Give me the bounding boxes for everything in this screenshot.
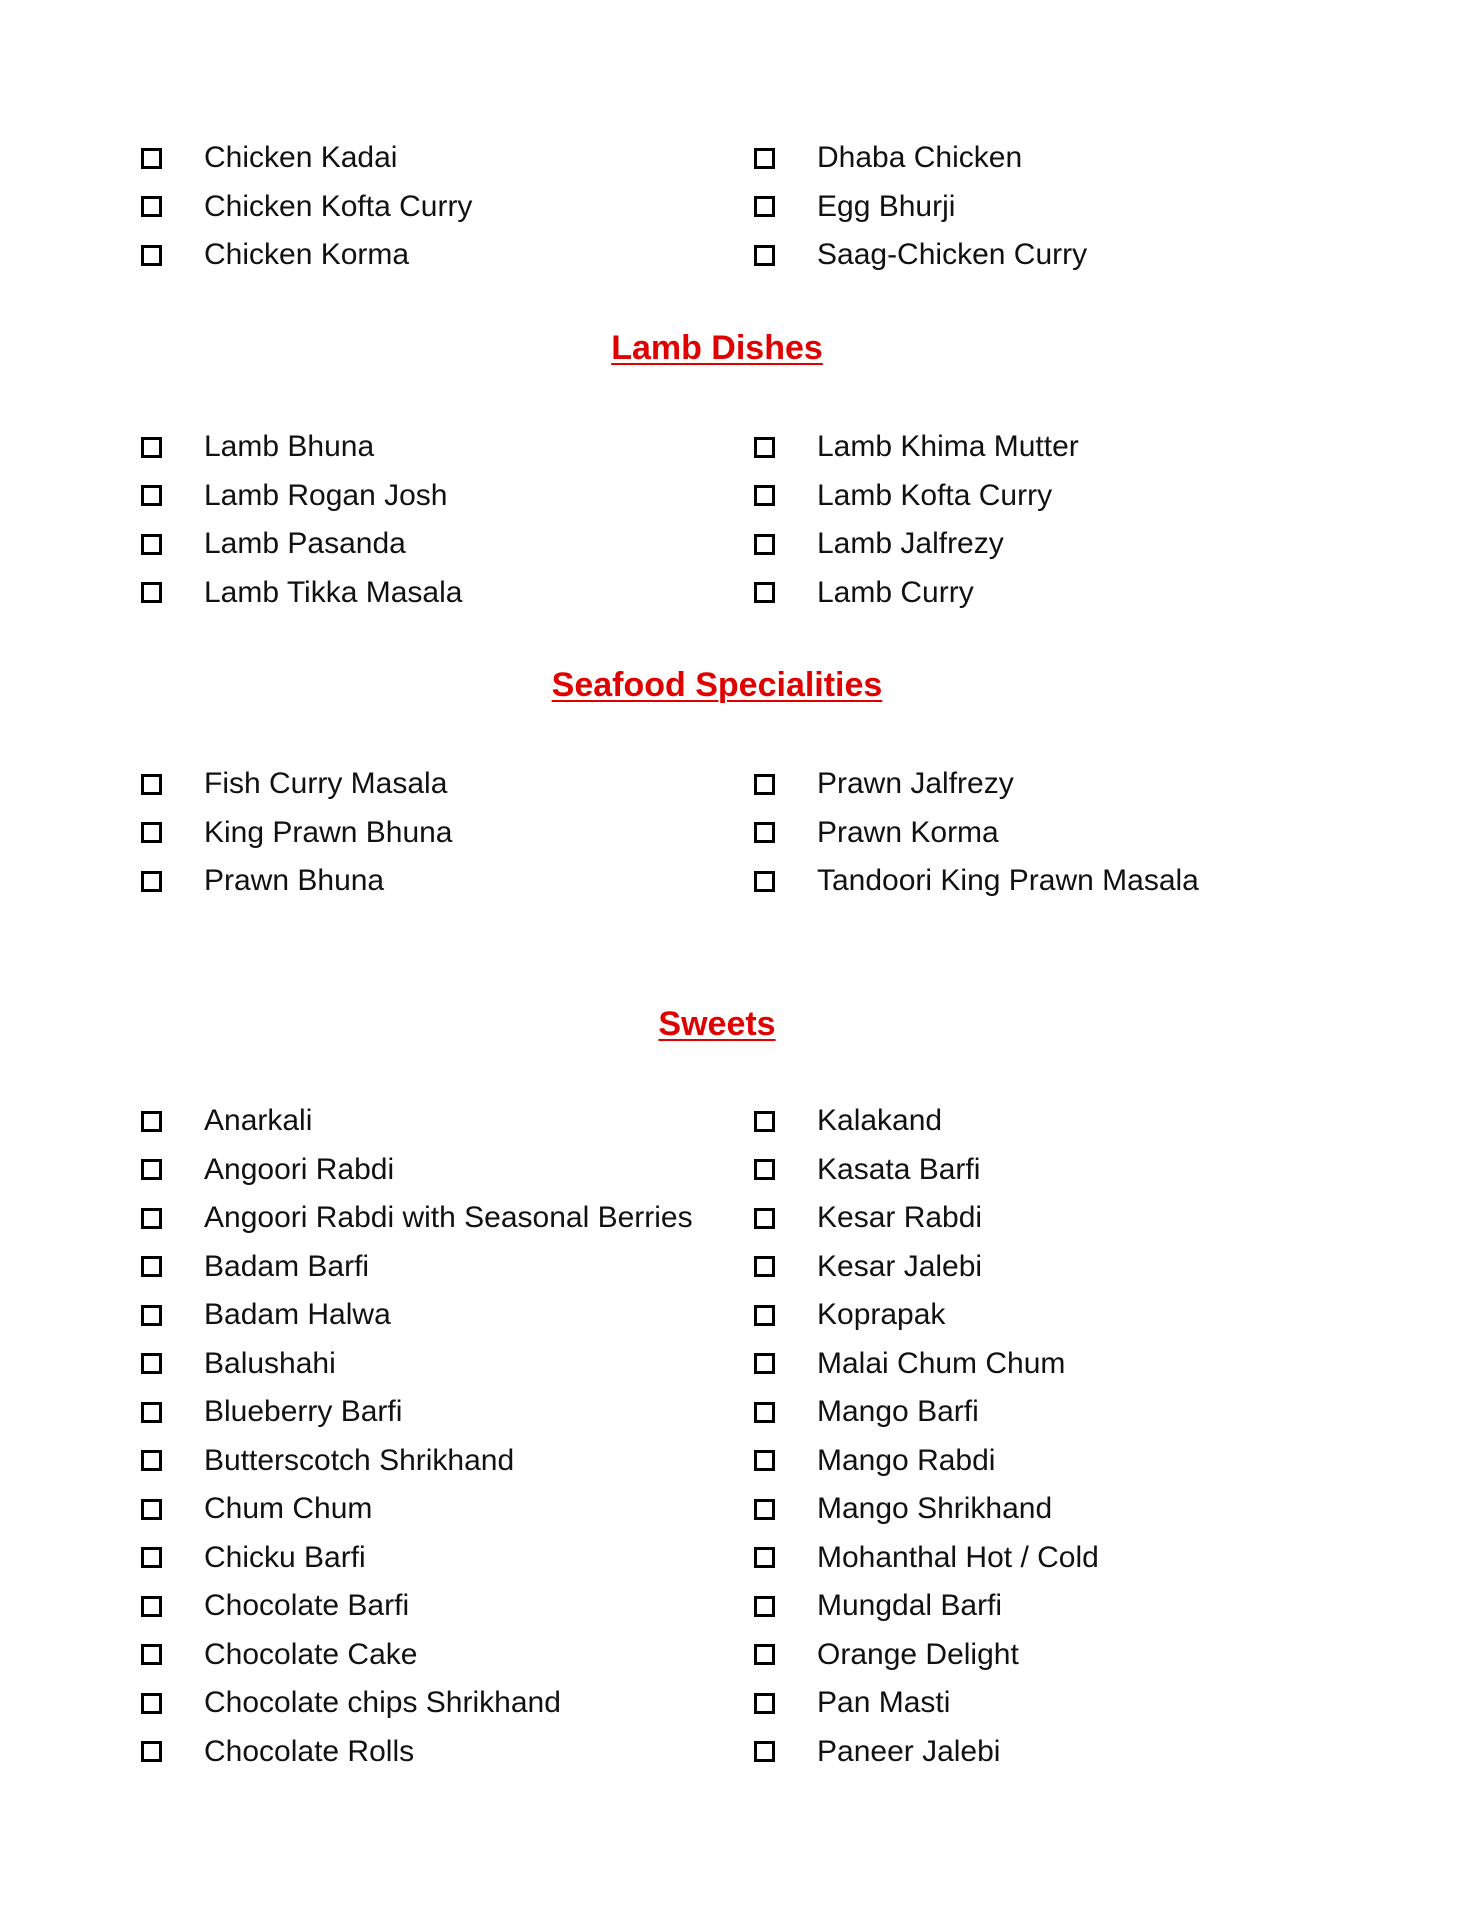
list-item[interactable]	[754, 1582, 1099, 1631]
item-label: Chocolate chips Shrikhand	[204, 1686, 561, 1720]
item-label: Mohanthal Hot / Cold	[817, 1540, 1099, 1574]
list-item[interactable]	[141, 134, 472, 183]
item-label: Chocolate Barfi	[204, 1589, 410, 1623]
list-item[interactable]	[754, 1631, 1099, 1680]
checkbox[interactable]	[754, 534, 775, 555]
list-item[interactable]	[141, 423, 462, 472]
item-label: Kalakand	[817, 1104, 943, 1138]
list-item[interactable]	[754, 183, 1087, 232]
item-label: Mango Barfi	[817, 1395, 979, 1429]
item-label: Pan Masti	[817, 1686, 951, 1720]
item-label: Prawn Jalfrezy	[817, 767, 1014, 801]
checkbox[interactable]	[141, 871, 162, 892]
item-label: Lamb Kofta Curry	[817, 478, 1053, 512]
list-item[interactable]	[141, 1097, 693, 1146]
item-label: Chum Chum	[204, 1492, 373, 1526]
list-item[interactable]	[754, 760, 1199, 809]
item-label: Orange Delight	[817, 1637, 1019, 1671]
checkbox[interactable]	[141, 1741, 162, 1762]
list-item[interactable]	[754, 1534, 1099, 1583]
item-label: King Prawn Bhuna	[204, 815, 453, 849]
item-label: Egg Bhurji	[817, 189, 956, 223]
checkbox[interactable]	[141, 1693, 162, 1714]
section-heading: Seafood Specialities	[551, 666, 883, 704]
section-heading: Lamb Dishes	[611, 329, 823, 367]
item-label: Prawn Bhuna	[204, 864, 385, 898]
lamb-right-column	[754, 423, 1079, 617]
checkbox[interactable]	[141, 1547, 162, 1568]
list-item[interactable]	[141, 520, 462, 569]
list-item[interactable]	[754, 520, 1079, 569]
checkbox[interactable]	[754, 774, 775, 795]
item-label: Lamb Pasanda	[204, 527, 406, 561]
list-item[interactable]	[754, 1728, 1099, 1777]
item-label: Mungdal Barfi	[817, 1589, 1003, 1623]
checkbox[interactable]	[754, 871, 775, 892]
item-label: Chocolate Cake	[204, 1637, 418, 1671]
checkbox[interactable]	[141, 1353, 162, 1374]
list-item[interactable]	[141, 183, 472, 232]
list-item[interactable]	[141, 1485, 693, 1534]
checkbox[interactable]	[754, 1450, 775, 1471]
list-item[interactable]	[754, 1291, 1099, 1340]
list-item[interactable]	[141, 760, 453, 809]
sweets-right-column	[754, 1097, 1099, 1776]
item-label: Anarkali	[204, 1104, 313, 1138]
list-item[interactable]	[141, 569, 462, 618]
list-item[interactable]	[754, 423, 1079, 472]
list-item[interactable]	[754, 231, 1087, 280]
section-heading: Sweets	[658, 1005, 776, 1043]
item-label: Chicken Kadai	[204, 141, 398, 175]
list-item[interactable]	[141, 1340, 693, 1389]
list-item[interactable]	[754, 1340, 1099, 1389]
checkbox[interactable]	[141, 1111, 162, 1132]
checkbox[interactable]	[754, 437, 775, 458]
checkbox[interactable]	[754, 1547, 775, 1568]
list-item[interactable]	[141, 857, 453, 906]
checkbox[interactable]	[141, 437, 162, 458]
checkbox[interactable]	[754, 1693, 775, 1714]
list-item[interactable]	[754, 1437, 1099, 1486]
checkbox[interactable]	[141, 1499, 162, 1520]
list-item[interactable]	[754, 1388, 1099, 1437]
item-label: Badam Halwa	[204, 1298, 391, 1332]
lamb-left-column	[141, 423, 462, 617]
item-label: Fish Curry Masala	[204, 767, 448, 801]
item-label: Mango Rabdi	[817, 1443, 996, 1477]
item-label: Lamb Curry	[817, 575, 974, 609]
checkbox[interactable]	[141, 1402, 162, 1423]
checkbox[interactable]	[141, 485, 162, 506]
checkbox[interactable]	[754, 1499, 775, 1520]
checkbox[interactable]	[754, 245, 775, 266]
checkbox[interactable]	[141, 1256, 162, 1277]
item-label: Saag-Chicken Curry	[817, 238, 1088, 272]
sweets-left-column	[141, 1097, 693, 1776]
list-item[interactable]	[141, 1194, 693, 1243]
checkbox[interactable]	[141, 1208, 162, 1229]
item-label: Lamb Khima Mutter	[817, 430, 1079, 464]
item-label: Balushahi	[204, 1346, 336, 1380]
checkbox[interactable]	[754, 1402, 775, 1423]
chicken-left-column	[141, 134, 472, 280]
checkbox[interactable]	[754, 1644, 775, 1665]
item-label: Lamb Bhuna	[204, 430, 375, 464]
item-label: Paneer Jalebi	[817, 1734, 1001, 1768]
list-item[interactable]	[754, 569, 1079, 618]
item-label: Chicku Barfi	[204, 1540, 366, 1574]
list-item[interactable]	[141, 1243, 693, 1292]
item-label: Koprapak	[817, 1298, 946, 1332]
checkbox[interactable]	[141, 774, 162, 795]
item-label: Lamb Rogan Josh	[204, 478, 448, 512]
item-label: Kesar Jalebi	[817, 1249, 983, 1283]
list-item[interactable]	[141, 1728, 693, 1777]
checkbox[interactable]	[141, 1159, 162, 1180]
item-label: Butterscotch Shrikhand	[204, 1443, 515, 1477]
checkbox[interactable]	[754, 1256, 775, 1277]
list-item[interactable]	[754, 1485, 1099, 1534]
checkbox[interactable]	[141, 196, 162, 217]
checkbox[interactable]	[141, 1305, 162, 1326]
list-item[interactable]	[754, 1243, 1099, 1292]
checkbox[interactable]	[141, 148, 162, 169]
item-label: Blueberry Barfi	[204, 1395, 403, 1429]
checkbox[interactable]	[141, 534, 162, 555]
checkbox[interactable]	[141, 1596, 162, 1617]
item-label: Dhaba Chicken	[817, 141, 1023, 175]
list-item[interactable]	[141, 1631, 693, 1680]
list-item[interactable]	[754, 1194, 1099, 1243]
list-item[interactable]	[141, 1534, 693, 1583]
checkbox[interactable]	[141, 245, 162, 266]
item-label: Lamb Jalfrezy	[817, 527, 1004, 561]
item-label: Malai Chum Chum	[817, 1346, 1066, 1380]
item-label: Lamb Tikka Masala	[204, 575, 463, 609]
list-item[interactable]	[754, 472, 1079, 521]
checkbox[interactable]	[754, 822, 775, 843]
seafood-right-column	[754, 760, 1199, 906]
list-item[interactable]	[141, 1291, 693, 1340]
list-item[interactable]	[141, 809, 453, 858]
item-label: Chicken Kofta Curry	[204, 189, 473, 223]
list-item[interactable]	[754, 1679, 1099, 1728]
list-item[interactable]	[754, 134, 1087, 183]
checkbox[interactable]	[754, 1111, 775, 1132]
list-item[interactable]	[141, 1146, 693, 1195]
checkbox[interactable]	[754, 582, 775, 603]
list-item[interactable]	[141, 472, 462, 521]
item-label: Kasata Barfi	[817, 1152, 981, 1186]
list-item[interactable]	[141, 1679, 693, 1728]
checkbox[interactable]	[141, 1644, 162, 1665]
list-item[interactable]	[754, 1146, 1099, 1195]
checkbox[interactable]	[754, 1353, 775, 1374]
chicken-right-column	[754, 134, 1087, 280]
item-label: Badam Barfi	[204, 1249, 370, 1283]
checkbox[interactable]	[141, 822, 162, 843]
item-label: Mango Shrikhand	[817, 1492, 1053, 1526]
list-item[interactable]	[754, 1097, 1099, 1146]
list-item[interactable]	[754, 857, 1199, 906]
item-label: Prawn Korma	[817, 815, 999, 849]
checkbox[interactable]	[141, 582, 162, 603]
list-item[interactable]	[141, 1582, 693, 1631]
checkbox[interactable]	[754, 1159, 775, 1180]
item-label: Angoori Rabdi with Seasonal Berries	[204, 1201, 693, 1235]
checkbox[interactable]	[754, 196, 775, 217]
seafood-left-column	[141, 760, 453, 906]
item-label: Tandoori King Prawn Masala	[817, 864, 1199, 898]
item-label: Kesar Rabdi	[817, 1201, 983, 1235]
item-label: Chocolate Rolls	[204, 1734, 415, 1768]
checkbox[interactable]	[754, 1596, 775, 1617]
checkbox[interactable]	[754, 1741, 775, 1762]
item-label: Angoori Rabdi	[204, 1152, 395, 1186]
list-item[interactable]	[141, 1388, 693, 1437]
checkbox[interactable]	[754, 485, 775, 506]
checkbox[interactable]	[754, 148, 775, 169]
checkbox[interactable]	[754, 1208, 775, 1229]
checkbox[interactable]	[141, 1450, 162, 1471]
checkbox[interactable]	[754, 1305, 775, 1326]
item-label: Chicken Korma	[204, 238, 410, 272]
list-item[interactable]	[141, 231, 472, 280]
list-item[interactable]	[141, 1437, 693, 1486]
list-item[interactable]	[754, 809, 1199, 858]
